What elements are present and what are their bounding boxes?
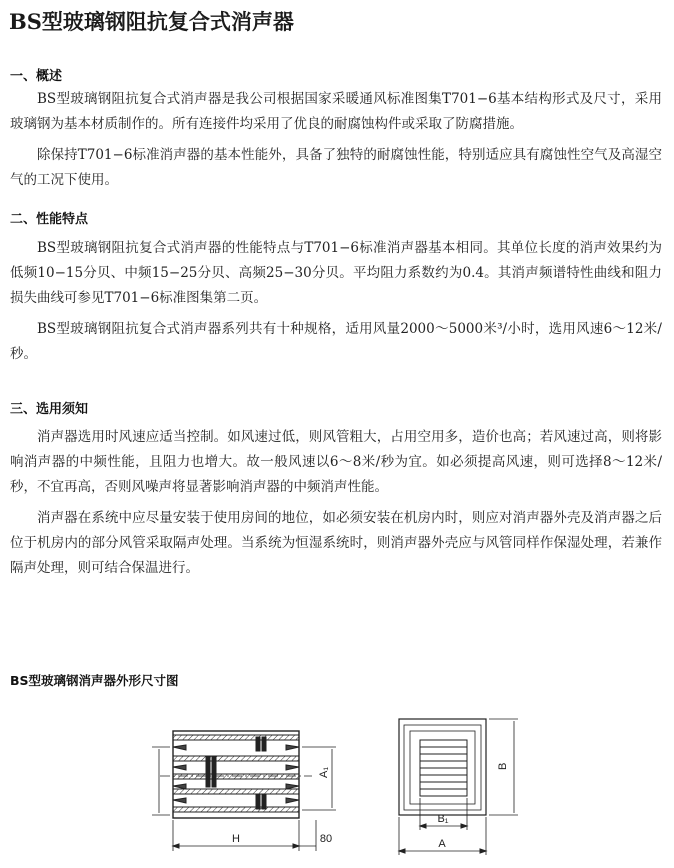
page-title: BS型玻璃钢阻抗复合式消声器 xyxy=(9,9,294,34)
dimension-label-a1: A₁ xyxy=(318,766,330,778)
selection-paragraph-2: 消声器在系统中应尽量安装于使用房间的地位，如必须安装在机房内时，则应对消声器外壳及消声器之后位于机房内的部分风管采取隔声处理。当系统为恒湿系统时，则消声器外壳应与风管同样作保湿处理，若兼作隔声处理，则可结合保温进行。 xyxy=(10,510,662,576)
figure-title: BS型玻璃钢消声器外形尺寸图 xyxy=(10,673,179,688)
dimension-label-b1: B₁ xyxy=(437,813,449,825)
dimension-label-b: B xyxy=(497,762,509,770)
features-paragraph-2: BS型玻璃钢阻抗复合式消声器系列共有十种规格，适用风量2000～5000米³/小时，选用风速6～12米/秒。 xyxy=(10,321,662,362)
section-heading-features: 二、性能特点 xyxy=(10,212,89,227)
section-heading-selection: 三、选用须知 xyxy=(10,402,89,417)
end-view xyxy=(399,719,518,855)
side-view xyxy=(152,731,336,851)
selection-paragraph-1: 消声器选用时风速应适当控制。如风速过低，则风管粗大，占用空用多，造价也高；若风速过高，则将影响消声器的中频性能，且阻力也增大。故一般风速以6～8米/秒为宜。如必须提高风速，则可选择8～12米/秒，不宜再高，否则风噪声将显著影响消声器的中频消声性能。 xyxy=(10,429,662,495)
overview-paragraph-2: 除保持T701−6标准消声器的基本性能外，具备了独特的耐腐蚀性能，特别适应具有腐蚀性空气及高湿空气的工况下使用。 xyxy=(10,147,662,188)
dimension-label-h: H xyxy=(232,833,240,845)
overview-paragraph-1: BS型玻璃钢阻抗复合式消声器是我公司根据国家采暖通风标准图集T701−6基本结构形式及尺寸，采用玻璃钢为基本材质制作的。所有连接件均采用了优良的耐腐蚀构件或采取了防腐措施。 xyxy=(10,91,662,132)
dimension-label-80: 80 xyxy=(319,833,333,845)
features-paragraph-1: BS型玻璃钢阻抗复合式消声器的性能特点与T701−6标准消声器基本相同。其单位长度的消声效果约为低频10−15分贝、中频15−25分贝、高频25−30分贝。平均阻力系数约为0.4。其消声频谱特性曲线和阻力损失曲线可参见T701−6标准图集第二页。 xyxy=(10,240,662,306)
section-heading-overview: 一、概述 xyxy=(10,69,63,84)
dimension-label-a: A xyxy=(438,838,446,850)
